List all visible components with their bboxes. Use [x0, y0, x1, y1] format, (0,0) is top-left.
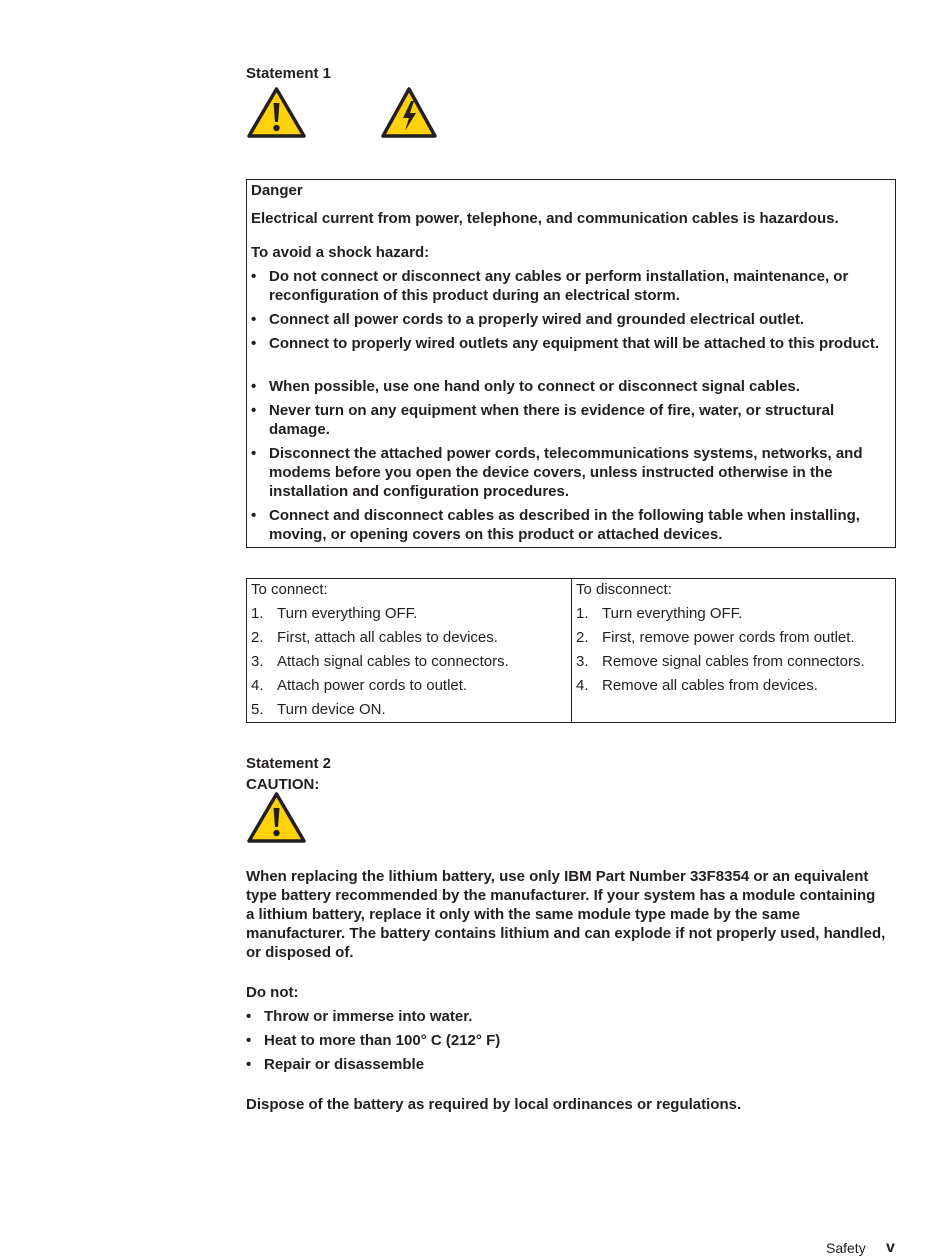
bullet-dot: • [246, 1008, 252, 1025]
caution-triangle-icon [247, 792, 306, 844]
step-number: 3. [576, 653, 589, 670]
step-text: Remove all cables from devices. [602, 677, 818, 694]
bullet-dot: • [251, 311, 257, 328]
danger-bullet [251, 334, 891, 353]
danger-bullet [251, 401, 891, 439]
caution-label: CAUTION: [246, 776, 320, 793]
step-text: Remove signal cables from connectors. [602, 653, 865, 670]
step-text: Turn everything OFF. [277, 605, 418, 622]
bullet-dot: • [251, 402, 257, 419]
step-number: 2. [576, 629, 589, 646]
step-number: 5. [251, 701, 264, 718]
connect-step [251, 628, 568, 647]
do-not-heading: Do not: [246, 984, 299, 1001]
danger-label: Danger [251, 182, 303, 199]
battery-bullet-text: Repair or disassemble [264, 1056, 425, 1073]
battery-bullet [246, 1031, 886, 1050]
caution-triangle-icon [247, 87, 306, 139]
battery-bullet-text: Throw or immerse into water. [264, 1008, 473, 1025]
connect-header: To connect: [251, 581, 328, 598]
connect-column [247, 579, 572, 722]
step-text: Attach signal cables to connectors. [277, 653, 509, 670]
danger-bullet [251, 506, 891, 544]
battery-bullet-text: Heat to more than 100° C (212° F) [264, 1032, 501, 1049]
step-number: 1. [251, 605, 264, 622]
bullet-dot: • [251, 335, 257, 352]
bullet-dot: • [251, 507, 257, 524]
danger-bullet [251, 377, 891, 396]
step-text: First, remove power cords from outlet. [602, 629, 855, 646]
step-number: 4. [576, 677, 589, 694]
page-number: v [886, 1239, 895, 1256]
step-number: 3. [251, 653, 264, 670]
statement-2-title: Statement 2 [246, 755, 332, 772]
bullet-dot: • [251, 445, 257, 462]
battery-warning-text: When replacing the lithium battery, use only IBM Part Number 33F8354 or an equivalent type battery recommended by the manufacturer. If your system has a module containing a lithium battery, replace it only with the same module type made by the same manufacturer. The battery contains lithium and can explode if not properly used, handled, or disposed of. [246, 868, 886, 961]
connect-step [251, 700, 568, 719]
danger-bullet-text: Never turn on any equipment when there is evidence of fire, water, or structural damage. [269, 402, 835, 438]
danger-bullet-text: When possible, use one hand only to connect or disconnect signal cables. [269, 378, 800, 395]
danger-bullet-text: Connect and disconnect cables as described in the following table when installing, moving, or opening covers on this product or attached devices. [269, 507, 860, 543]
danger-bullet-text: Disconnect the attached power cords, telecommunications systems, networks, and modems before you open the device covers, unless instructed otherwise in the installation and configuration procedures. [269, 445, 863, 500]
battery-bullet [246, 1055, 886, 1074]
disconnect-step [576, 604, 892, 623]
connect-disconnect-table [246, 578, 896, 723]
step-text: First, attach all cables to devices. [277, 629, 498, 646]
danger-notice-box [246, 179, 896, 548]
danger-intro: Electrical current from power, telephone, and communication cables is hazardous. [251, 210, 839, 227]
electrical-hazard-icon [381, 87, 437, 139]
connect-step [251, 652, 568, 671]
shock-hazard-heading: To avoid a shock hazard: [251, 244, 430, 261]
disconnect-column [571, 579, 896, 722]
bullet-dot: • [251, 378, 257, 395]
disconnect-step [576, 628, 892, 647]
disconnect-header: To disconnect: [576, 581, 672, 598]
disconnect-step [576, 676, 892, 695]
bullet-dot: • [251, 268, 257, 285]
step-number: 1. [576, 605, 589, 622]
step-text: Attach power cords to outlet. [277, 677, 468, 694]
connect-step [251, 604, 568, 623]
danger-bullet-text: Connect to properly wired outlets any equipment that will be attached to this product. [269, 335, 880, 352]
danger-bullet-text: Do not connect or disconnect any cables or perform installation, maintenance, or reconfiguration of this product during an electrical storm. [269, 268, 849, 304]
disconnect-step [576, 652, 892, 671]
step-number: 2. [251, 629, 264, 646]
step-text: Turn everything OFF. [602, 605, 743, 622]
danger-bullet [251, 267, 891, 305]
step-number: 4. [251, 677, 264, 694]
bullet-dot: • [246, 1056, 252, 1073]
footer-section-label: Safety [826, 1240, 866, 1256]
step-text: Turn device ON. [277, 701, 386, 718]
danger-bullet [251, 444, 891, 501]
statement-1-title: Statement 1 [246, 65, 332, 82]
connect-step [251, 676, 568, 695]
bullet-dot: • [246, 1032, 252, 1049]
danger-bullet [251, 310, 891, 329]
danger-bullet-text: Connect all power cords to a properly wired and grounded electrical outlet. [269, 311, 805, 328]
battery-bullet [246, 1007, 886, 1026]
disposal-text: Dispose of the battery as required by local ordinances or regulations. [246, 1096, 742, 1113]
